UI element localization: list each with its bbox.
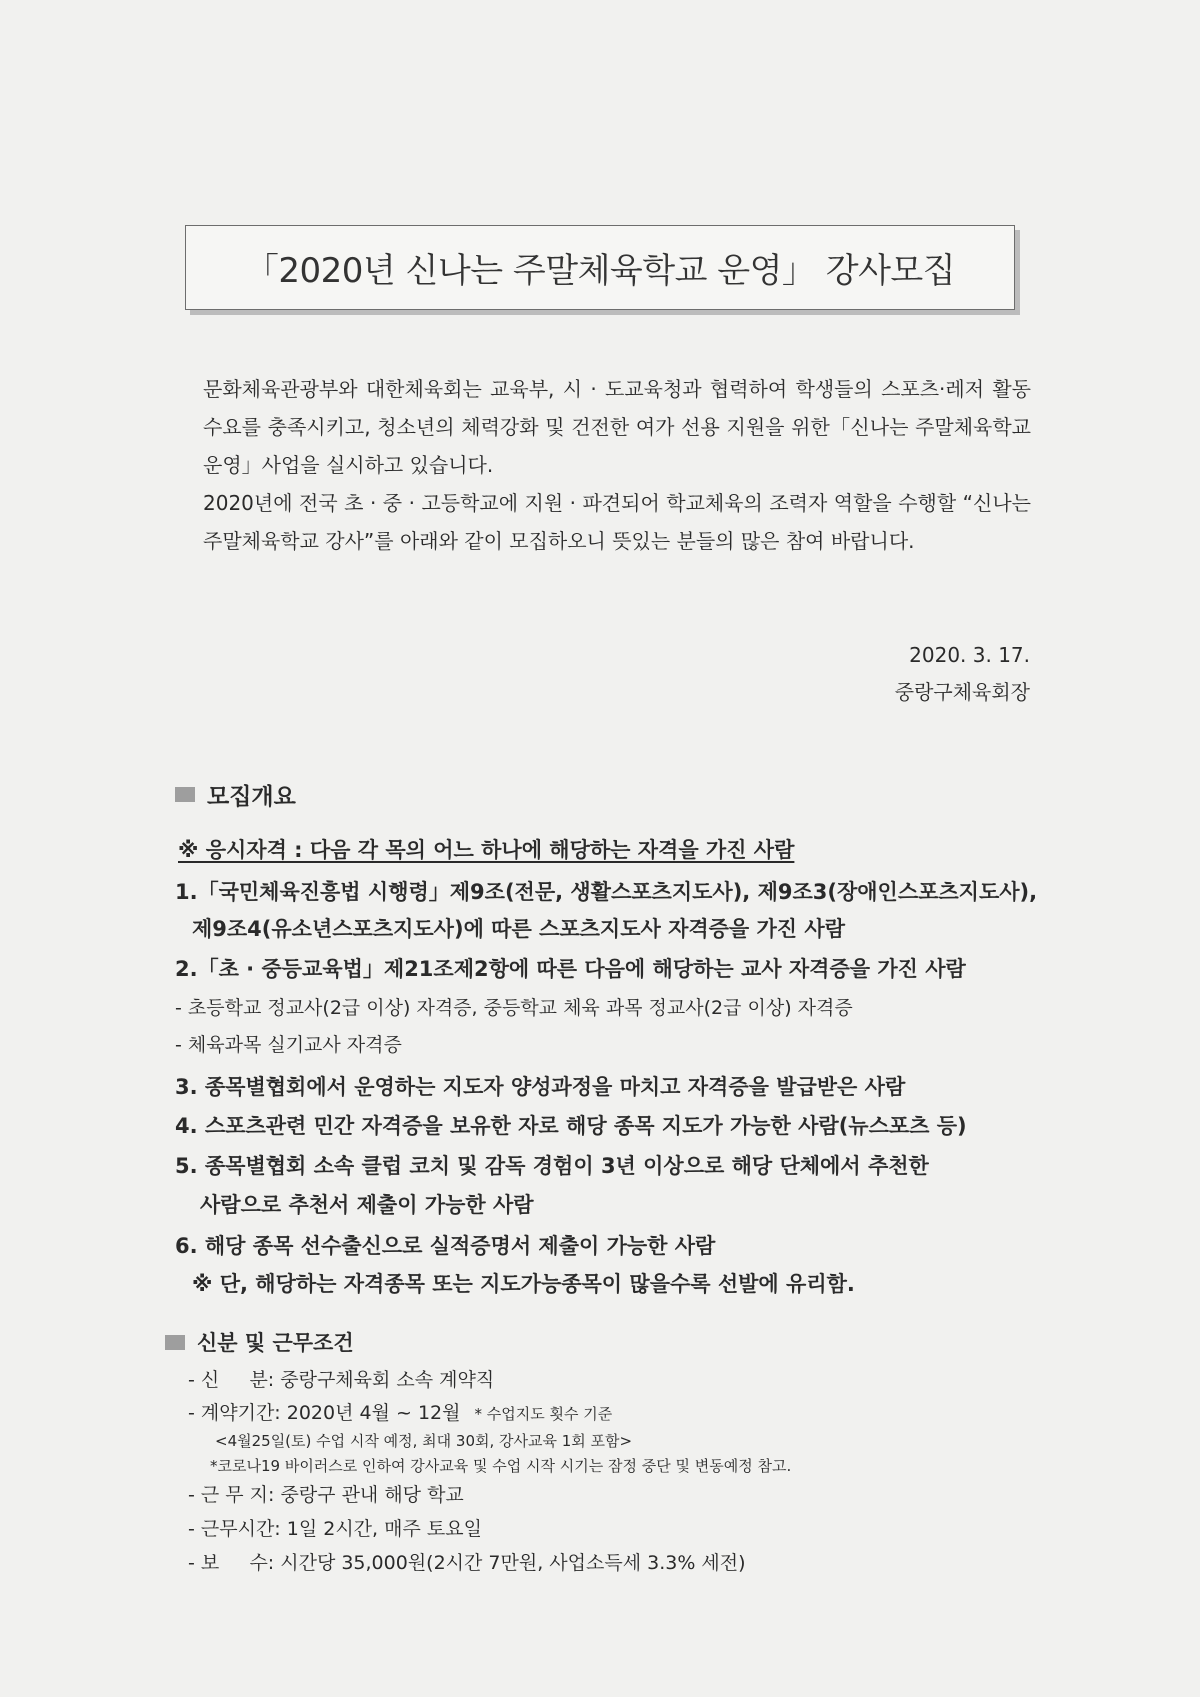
section-title: 신분 및 근무조건 [197, 1331, 354, 1355]
condition-pay: - 보 수: 시간당 35,000원(2시간 7만원, 사업소득세 3.3% 세전) [188, 1552, 746, 1574]
eligibility-item-6: 6. 해당 종목 선수출신으로 실적증명서 제출이 가능한 사람 [175, 1234, 716, 1258]
document-date: 2020. 3. 17. [909, 643, 1030, 667]
section-heading-recruitment [175, 778, 296, 811]
eligibility-item-5-cont: 사람으로 추천서 제출이 가능한 사람 [200, 1193, 534, 1217]
intro-paragraph-2: 2020년에 전국 초 · 중 · 고등학교에 지원 · 파견되어 학교체육의 조력자 역할을 수행할 “신나는 주말체육학교 강사”를 아래와 같이 모집하오니 뜻있는 분들의 많은 참여 바랍니다. [203, 491, 1031, 553]
condition-period-detail-1: <4월25일(토) 수업 시작 예정, 최대 30회, 강사교육 1회 포함> [215, 1432, 633, 1450]
eligibility-item-1: 1.「국민체육진흥법 시행령」제9조(전문, 생활스포츠지도사), 제9조3(장애인스포츠지도사), [175, 880, 1038, 904]
selection-advantage-note: ※ 단, 해당하는 자격종목 또는 지도가능종목이 많을수록 선발에 유리함. [192, 1272, 855, 1296]
condition-hours: - 근무시간: 1일 2시간, 매주 토요일 [188, 1518, 482, 1540]
square-bullet-icon [175, 787, 195, 802]
title-box [185, 225, 1015, 310]
square-bullet-icon [165, 1335, 185, 1350]
condition-status: - 신 분: 중랑구체육회 소속 계약직 [188, 1369, 495, 1391]
eligibility-item-2: 2.「초 · 중등교육법」제21조제2항에 따른 다음에 해당하는 교사 자격증을 가진 사람 [175, 957, 966, 981]
document-title: 「2020년 신나는 주말체육학교 운영」 강사모집 [244, 251, 956, 291]
section-heading-conditions [165, 1327, 354, 1357]
condition-period-detail-2: *코로나19 바이러스로 인하여 강사교육 및 수업 시작 시기는 잠정 중단 및 변동예정 참고. [210, 1457, 792, 1475]
condition-period-note: * 수업지도 횟수 기준 [474, 1405, 613, 1423]
condition-period [188, 1398, 612, 1425]
condition-period-text: - 계약기간: 2020년 4월 ~ 12월 [188, 1402, 461, 1424]
section-title: 모집개요 [207, 784, 296, 810]
intro-section [203, 370, 1031, 560]
eligibility-note: ※ 응시자격 : 다음 각 목의 어느 하나에 해당하는 자격을 가진 사람 [178, 838, 795, 862]
eligibility-item-3: 3. 종목별협회에서 운영하는 지도자 양성과정을 마치고 자격증을 발급받은 사람 [175, 1075, 906, 1099]
eligibility-item-1-cont: 제9조4(유소년스포츠지도사)에 따른 스포츠지도사 자격증을 가진 사람 [192, 917, 845, 941]
issuing-organization: 중랑구체육회장 [894, 680, 1030, 704]
eligibility-item-2-sub-1: - 초등학교 정교사(2급 이상) 자격증, 중등학교 체육 과목 정교사(2급 이상) 자격증 [175, 997, 853, 1019]
eligibility-item-2-sub-2: - 체육과목 실기교사 자격증 [175, 1034, 402, 1056]
eligibility-item-5: 5. 종목별협회 소속 클럽 코치 및 감독 경험이 3년 이상으로 해당 단체에서 추천한 [175, 1154, 929, 1178]
eligibility-item-4: 4. 스포츠관련 민간 자격증을 보유한 자로 해당 종목 지도가 가능한 사람(뉴스포츠 등) [175, 1114, 967, 1138]
intro-paragraph-1: 문화체육관광부와 대한체육회는 교육부, 시 · 도교육청과 협력하여 학생들의 스포츠·레저 활동 수요를 충족시키고, 청소년의 체력강화 및 건전한 여가 선용 지원을 위한「신나는 주말체육학교 운영」사업을 실시하고 있습니다. [203, 377, 1031, 477]
condition-location: - 근 무 지: 중랑구 관내 해당 학교 [188, 1484, 464, 1506]
